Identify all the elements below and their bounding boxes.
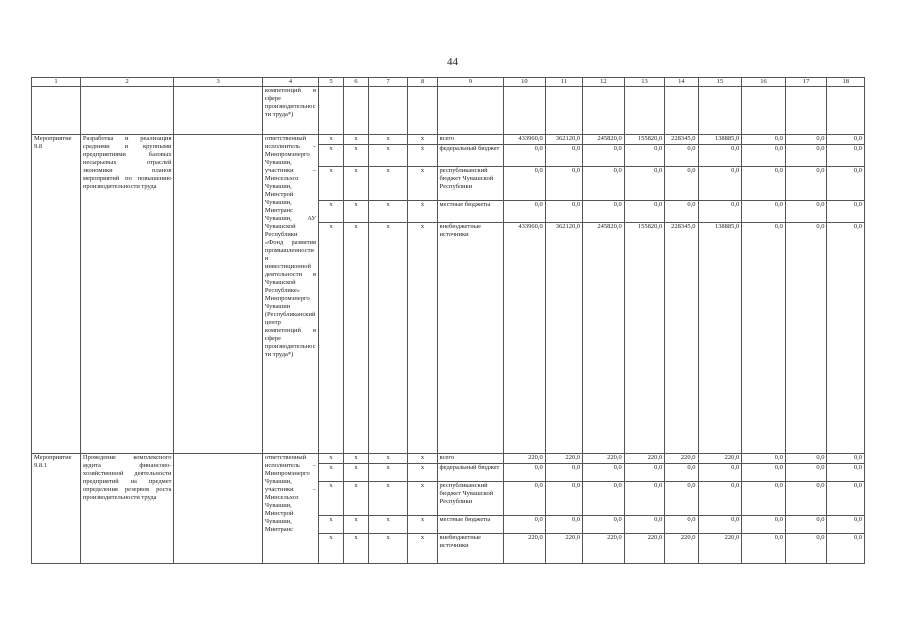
amount-cell: 220,0: [624, 534, 665, 564]
amount-cell: 0,0: [504, 464, 546, 482]
amount-cell: 220,0: [583, 454, 625, 464]
code-cell: х: [319, 516, 344, 534]
measure-number: Мероприятие 9.8: [32, 135, 81, 454]
amount-cell: 0,0: [624, 516, 665, 534]
column-number: 14: [665, 78, 698, 87]
code-cell: х: [408, 464, 437, 482]
amount-cell: 0,0: [698, 482, 742, 516]
amount-cell: 0,0: [545, 167, 582, 201]
amount-cell: 155820,0: [624, 223, 665, 454]
amount-cell: 245820,0: [583, 223, 625, 454]
amount-cell: 0,0: [504, 482, 546, 516]
funding-source: внебюджетные источники: [437, 534, 504, 564]
continuation-row: [32, 87, 865, 135]
column-number: 9: [437, 78, 504, 87]
measure-title: Проведение комплексного аудита финансово-хозяйственной деятельности предприятий на предмет определения резервов роста производительности труда: [80, 454, 174, 564]
amount-cell: 220,0: [698, 534, 742, 564]
code-cell: х: [408, 482, 437, 516]
amount-cell: 0,0: [665, 516, 698, 534]
amount-cell: 220,0: [545, 454, 582, 464]
column-number: 3: [174, 78, 262, 87]
amount-cell: 0,0: [742, 145, 786, 167]
amount-cell: 0,0: [665, 167, 698, 201]
amount-cell: 0,0: [624, 201, 665, 223]
code-cell: х: [368, 145, 408, 167]
column-number: 10: [504, 78, 546, 87]
amount-cell: 0,0: [583, 482, 625, 516]
code-cell: х: [408, 516, 437, 534]
amount-cell: 0,0: [827, 135, 865, 145]
table-row: [32, 135, 865, 145]
amount-cell: 0,0: [785, 534, 827, 564]
amount-cell: 0,0: [698, 167, 742, 201]
code-cell: х: [408, 135, 437, 145]
column-number: 15: [698, 78, 742, 87]
empty-cell: [174, 135, 262, 454]
code-cell: х: [408, 223, 437, 454]
amount-cell: 0,0: [583, 516, 625, 534]
code-cell: х: [343, 135, 368, 145]
code-cell: х: [343, 223, 368, 454]
column-number: 16: [742, 78, 786, 87]
column-number: 11: [545, 78, 582, 87]
amount-cell: 0,0: [785, 167, 827, 201]
funding-source: местные бюджеты: [437, 516, 504, 534]
funding-source: республиканский бюджет Чувашской Республики: [437, 167, 504, 201]
amount-cell: 0,0: [742, 516, 786, 534]
amount-cell: 0,0: [504, 516, 546, 534]
column-number: 5: [319, 78, 344, 87]
code-cell: х: [343, 145, 368, 167]
amount-cell: 433960,0: [504, 135, 546, 145]
amount-cell: 0,0: [545, 516, 582, 534]
code-cell: х: [319, 223, 344, 454]
amount-cell: 245820,0: [583, 135, 625, 145]
amount-cell: 0,0: [785, 482, 827, 516]
table-row: [32, 454, 865, 464]
amount-cell: 0,0: [742, 223, 786, 454]
column-number: 17: [785, 78, 827, 87]
amount-cell: 0,0: [624, 464, 665, 482]
funding-source: внебюджетные источники: [437, 223, 504, 454]
funding-source: федеральный бюджет: [437, 464, 504, 482]
code-cell: х: [368, 464, 408, 482]
column-number: 6: [343, 78, 368, 87]
amount-cell: 0,0: [827, 145, 865, 167]
amount-cell: 0,0: [827, 223, 865, 454]
amount-cell: 0,0: [785, 223, 827, 454]
funding-source: местные бюджеты: [437, 201, 504, 223]
amount-cell: 0,0: [624, 482, 665, 516]
amount-cell: 0,0: [504, 145, 546, 167]
amount-cell: 0,0: [583, 167, 625, 201]
amount-cell: 0,0: [742, 135, 786, 145]
amount-cell: 0,0: [624, 145, 665, 167]
code-cell: х: [408, 534, 437, 564]
amount-cell: 0,0: [698, 145, 742, 167]
code-cell: х: [343, 167, 368, 201]
amount-cell: 0,0: [785, 201, 827, 223]
code-cell: х: [408, 145, 437, 167]
amount-cell: 0,0: [504, 201, 546, 223]
code-cell: х: [368, 135, 408, 145]
code-cell: х: [319, 454, 344, 464]
amount-cell: 0,0: [583, 464, 625, 482]
amount-cell: 0,0: [665, 145, 698, 167]
code-cell: х: [368, 516, 408, 534]
amount-cell: 0,0: [827, 201, 865, 223]
code-cell: х: [368, 534, 408, 564]
measure-number: Мероприятие 9.8.1: [32, 454, 81, 564]
amount-cell: 220,0: [624, 454, 665, 464]
amount-cell: 0,0: [698, 201, 742, 223]
code-cell: х: [319, 464, 344, 482]
code-cell: х: [319, 135, 344, 145]
code-cell: х: [343, 464, 368, 482]
amount-cell: 220,0: [665, 454, 698, 464]
column-number: 7: [368, 78, 408, 87]
amount-cell: 0,0: [742, 482, 786, 516]
amount-cell: 0,0: [827, 167, 865, 201]
code-cell: х: [368, 223, 408, 454]
amount-cell: 138885,0: [698, 135, 742, 145]
amount-cell: 0,0: [698, 516, 742, 534]
amount-cell: 220,0: [504, 534, 546, 564]
code-cell: х: [343, 201, 368, 223]
code-cell: х: [319, 482, 344, 516]
column-number: 1: [32, 78, 81, 87]
code-cell: х: [408, 454, 437, 464]
code-cell: х: [408, 167, 437, 201]
amount-cell: 228345,0: [665, 223, 698, 454]
amount-cell: 0,0: [583, 201, 625, 223]
amount-cell: 433960,0: [504, 223, 546, 454]
funding-source: всего: [437, 135, 504, 145]
amount-cell: 362120,0: [545, 135, 582, 145]
amount-cell: 155820,0: [624, 135, 665, 145]
code-cell: х: [319, 534, 344, 564]
column-number-row: [32, 78, 865, 87]
amount-cell: 220,0: [665, 534, 698, 564]
funding-source: федеральный бюджет: [437, 145, 504, 167]
amount-cell: 0,0: [665, 201, 698, 223]
code-cell: х: [319, 167, 344, 201]
amount-cell: 220,0: [583, 534, 625, 564]
amount-cell: 0,0: [583, 145, 625, 167]
budget-table: [31, 77, 865, 564]
column-number: 13: [624, 78, 665, 87]
amount-cell: 362120,0: [545, 223, 582, 454]
code-cell: х: [368, 454, 408, 464]
funding-source: республиканский бюджет Чувашской Республики: [437, 482, 504, 516]
amount-cell: 0,0: [827, 482, 865, 516]
amount-cell: 0,0: [504, 167, 546, 201]
amount-cell: 0,0: [827, 534, 865, 564]
code-cell: х: [368, 482, 408, 516]
amount-cell: 0,0: [742, 167, 786, 201]
amount-cell: 0,0: [624, 167, 665, 201]
amount-cell: 0,0: [665, 482, 698, 516]
amount-cell: 0,0: [545, 145, 582, 167]
code-cell: х: [368, 201, 408, 223]
amount-cell: 0,0: [742, 201, 786, 223]
amount-cell: 0,0: [785, 135, 827, 145]
measure-title: Разработка и реализация средними и крупными предприятиями базовых несырьевых отраслей экономики планов мероприятий по повышению производительности труда: [80, 135, 174, 454]
column-number: 18: [827, 78, 865, 87]
empty-cell: [174, 454, 262, 564]
column-number: 2: [80, 78, 174, 87]
amount-cell: 0,0: [785, 454, 827, 464]
code-cell: х: [408, 201, 437, 223]
code-cell: х: [343, 534, 368, 564]
amount-cell: 0,0: [545, 482, 582, 516]
amount-cell: 0,0: [742, 454, 786, 464]
code-cell: х: [343, 482, 368, 516]
amount-cell: 228345,0: [665, 135, 698, 145]
amount-cell: 220,0: [504, 454, 546, 464]
column-number: 12: [583, 78, 625, 87]
amount-cell: 0,0: [827, 516, 865, 534]
page-number: 44: [447, 56, 458, 68]
amount-cell: 0,0: [545, 201, 582, 223]
measure-executors: ответственный исполнитель – Минпромэнерго Чувашии, участники – Минсельхоз Чувашии, Минстрой Чувашии, Минтранс Чувашии, АУ Чувашской Республики «Фонд развития промышленности и инвестиционной деятельности в Чувашской Республике» Минпромэнерго Чувашии (Республиканский центр компетенций в сфере производительности труда*): [262, 135, 318, 454]
amount-cell: 0,0: [785, 464, 827, 482]
code-cell: х: [343, 516, 368, 534]
measure-executors: ответственный исполнитель – Минпромэнерго Чувашии, участники – Минсельхоз Чувашии, Минстрой Чувашии, Минтранс: [262, 454, 318, 564]
amount-cell: 220,0: [545, 534, 582, 564]
code-cell: х: [319, 145, 344, 167]
amount-cell: 0,0: [742, 464, 786, 482]
amount-cell: 0,0: [698, 464, 742, 482]
code-cell: х: [368, 167, 408, 201]
amount-cell: 0,0: [742, 534, 786, 564]
column-number: 4: [262, 78, 318, 87]
amount-cell: 0,0: [545, 464, 582, 482]
amount-cell: 138885,0: [698, 223, 742, 454]
code-cell: х: [343, 454, 368, 464]
amount-cell: 220,0: [698, 454, 742, 464]
funding-source: всего: [437, 454, 504, 464]
amount-cell: 0,0: [665, 464, 698, 482]
amount-cell: 0,0: [785, 145, 827, 167]
amount-cell: 0,0: [827, 464, 865, 482]
amount-cell: 0,0: [827, 454, 865, 464]
continuation-executors: компетенций в сфере производительности труда*): [262, 87, 318, 135]
code-cell: х: [319, 201, 344, 223]
column-number: 8: [408, 78, 437, 87]
amount-cell: 0,0: [785, 516, 827, 534]
